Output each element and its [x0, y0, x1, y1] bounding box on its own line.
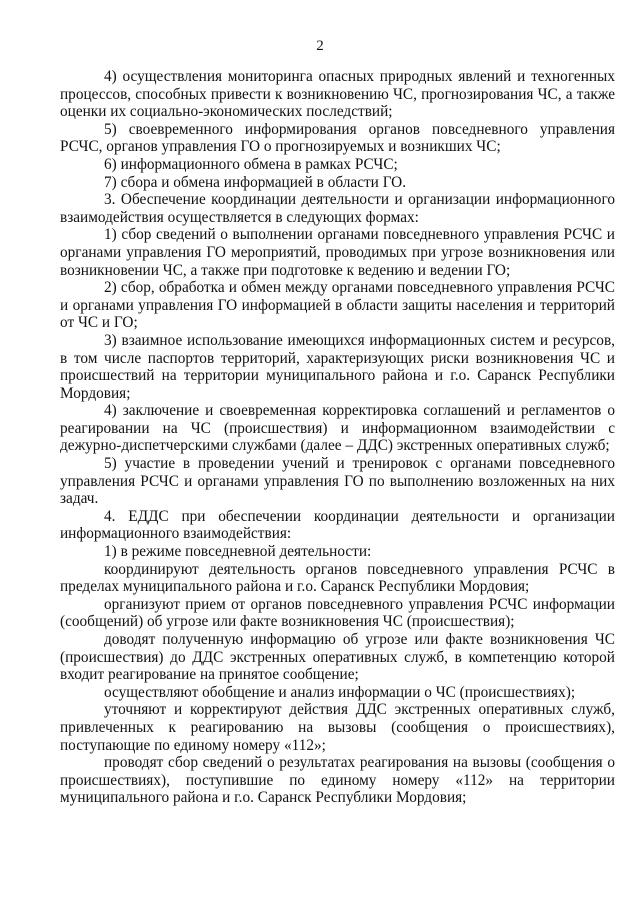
paragraph: 6) информационного обмена в рамках РСЧС; — [104, 155, 398, 173]
paragraph: координируют деятельность органов повседневного управления РСЧС в пределах муниципального района и г.о. Саранск Республики Мордовия; — [60, 560, 615, 596]
paragraph: 2) сбор, обработка и обмен между органами повседневного управления РСЧС и органами управления ГО информацией в области защиты населения и территорий от ЧС и ГО; — [60, 279, 615, 332]
paragraph: уточняют и корректируют действия ДДС экстренных оперативных служб, привлеченных к реагированию на вызовы (сообщения о происшествиях), поступающие по единому номеру «112»; — [60, 701, 615, 754]
paragraph: 3. Обеспечение координации деятельности и организации информационного взаимодействия осуществляется в следующих формах: — [60, 191, 615, 226]
paragraph: 4) заключение и своевременная корректировка соглашений и регламентов о реагировании на ЧС (происшествия) и информационном взаимодействии с дежурно-диспетчерскими службами (далее – ДДС) экстренных оперативных служб; — [60, 402, 615, 455]
paragraph: 5) своевременного информирования органов повседневного управления РСЧС, органов управления ГО о прогнозируемых и возникших ЧС; — [60, 120, 615, 156]
paragraph: доводят полученную информацию об угрозе или факте возникновения ЧС (происшествия) до ДДС экстренных оперативных служб, в компетенцию которой входит реагирование на принятое сообщение; — [60, 631, 615, 684]
paragraph: 3) взаимное использование имеющихся информационных систем и ресурсов, в том числе паспортов территорий, характеризующих риски возникновения ЧС и происшествий на территории муниципального района и г.о. Саранск Республики Мордовия; — [60, 331, 615, 402]
paragraph: 7) сбора и обмена информацией в области ГО. — [104, 173, 407, 191]
document-body — [60, 68, 615, 807]
paragraph: проводят сбор сведений о результатах реагирования на вызовы (сообщения о происшествиях), поступившие по единому номеру «112» на территории муниципального района и г.о. Саранск Республики Мордовия; — [60, 754, 615, 807]
paragraph: организуют прием от органов повседневного управления РСЧС информации (сообщений) об угрозе или факте возникновения ЧС (происшествия); — [60, 595, 615, 631]
page-number: 2 — [316, 38, 324, 54]
paragraph: 4. ЕДДС при обеспечении координации деятельности и организации информационного взаимодействия: — [60, 507, 615, 543]
paragraph: осуществляют обобщение и анализ информации о ЧС (происшествиях); — [104, 683, 576, 701]
paragraph: 1) сбор сведений о выполнении органами повседневного управления РСЧС и органами управления ГО мероприятий, проводимых при угрозе возникновения или возникновении ЧС, а также при подготовке к ведению и ведении ГО; — [60, 226, 615, 279]
paragraph: 5) участие в проведении учений и тренировок с органами повседневного управления РСЧС и органами управления ГО по выполнению возложенных на них задач. — [60, 455, 615, 508]
paragraph: 1) в режиме повседневной деятельности: — [104, 543, 372, 561]
paragraph: 4) осуществления мониторинга опасных природных явлений и техногенных процессов, способных привести к возникновению ЧС, прогнозирования ЧС, а также оценки их социально-экономических последствий; — [60, 68, 615, 121]
